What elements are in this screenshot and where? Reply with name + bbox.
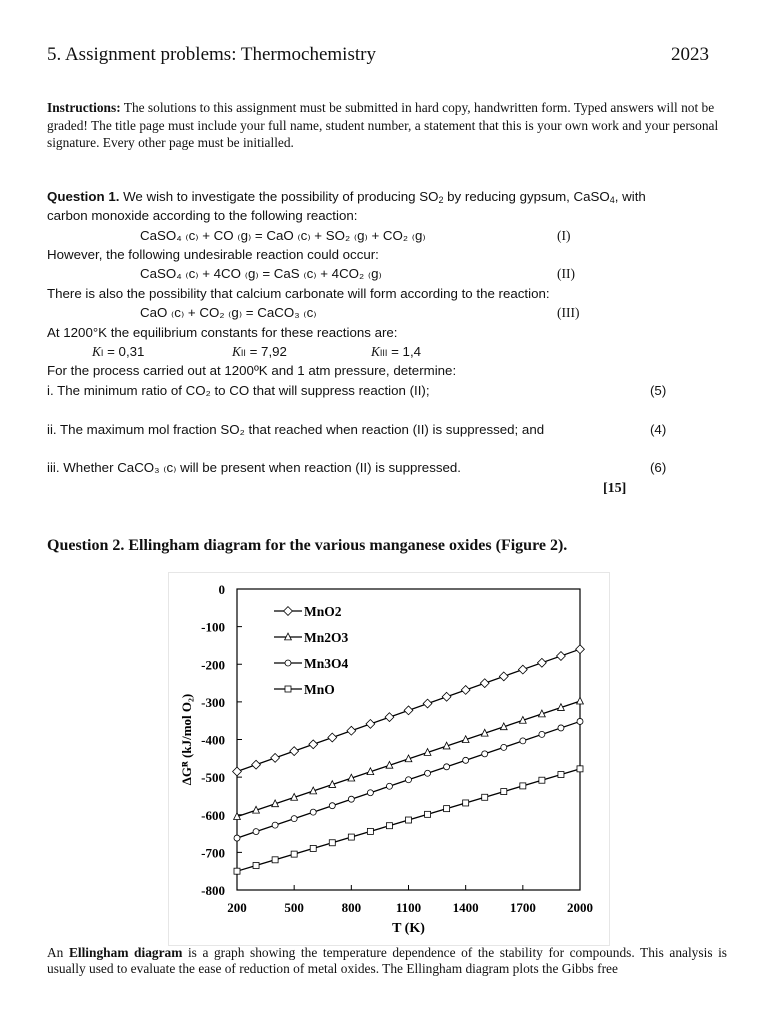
data-point-mno (444, 806, 450, 812)
x-tick-label: 800 (341, 900, 362, 915)
data-point-mn2o3 (577, 697, 584, 704)
data-point-mn3o4 (348, 796, 354, 802)
data-point-mn3o4 (463, 757, 469, 763)
q1-intro-c: , with (614, 189, 646, 204)
data-point-mn3o4 (558, 725, 564, 731)
data-point-mno2 (499, 672, 508, 681)
constant-k2 (232, 344, 287, 360)
ellingham-chart-svg (169, 573, 609, 945)
constant-k1 (92, 344, 144, 360)
q1-also: There is also the possibility that calcium carbonate will form according to the reaction: (47, 286, 550, 301)
reaction-2-number: (II) (557, 266, 575, 281)
legend-marker-mno2 (284, 607, 293, 616)
data-point-mn3o4 (406, 777, 412, 783)
instructions-text: The solutions to this assignment must be submitted in hard copy, handwritten form. Typed answers will not be graded! The title page must include your full name, student number, a statement that this is your own work and your personal signature. Every other page must be initialled. (47, 100, 719, 150)
data-point-mno2 (328, 733, 337, 742)
x-axis-label: T (K) (392, 921, 425, 936)
data-point-mn3o4 (367, 790, 373, 796)
instructions-label: Instructions: (47, 100, 121, 115)
data-point-mno (272, 857, 278, 863)
data-point-mno2 (518, 665, 527, 674)
legend-marker-mn3o4 (285, 660, 291, 666)
data-point-mno (577, 766, 583, 772)
data-point-mno2 (385, 713, 394, 722)
reaction-3-equation: CaO ₍c₎ + CO₂ ₍g₎ = CaCO₃ ₍c₎ (140, 305, 317, 320)
legend-label-mno: MnO (304, 682, 335, 697)
data-point-mno2 (461, 686, 470, 695)
y-tick-label: -700 (201, 845, 225, 861)
q1-part-iii: iii. Whether CaCO₃ ₍c₎ will be present when reaction (II) is suppressed. (47, 460, 461, 475)
data-point-mn3o4 (253, 829, 259, 835)
data-point-mno (386, 823, 392, 829)
x-tick-label: 500 (284, 900, 304, 915)
data-point-mn3o4 (310, 809, 316, 815)
data-point-mno (348, 834, 354, 840)
data-point-mno2 (309, 740, 318, 749)
q1-process: For the process carried out at 1200ºK and 1 atm pressure, determine: (47, 363, 457, 378)
legend-label-mn2o3: Mn2O3 (304, 630, 349, 645)
q1-label: Question 1. (47, 189, 120, 204)
data-point-mn3o4 (425, 770, 431, 776)
y-tick-label: -500 (201, 770, 225, 786)
constant-k3 (371, 344, 421, 360)
y-tick-label: -100 (201, 619, 225, 635)
data-point-mn3o4 (539, 731, 545, 737)
k-value: = 0,31 (103, 344, 145, 359)
reaction-2-equation: CaSO₄ ₍c₎ + 4CO ₍g₎ = CaS ₍c₎ + 4CO₂ ₍g₎ (140, 266, 382, 281)
x-tick-label: 1700 (509, 900, 536, 915)
q1-however: However, the following undesirable reaction could occur: (47, 247, 379, 262)
data-point-mno (539, 777, 545, 783)
legend-label-mn3o4: Mn3O4 (304, 656, 349, 671)
y-tick-label: -200 (201, 657, 225, 673)
data-point-mn3o4 (444, 764, 450, 770)
q1-part-ii: ii. The maximum mol fraction SO₂ that reached when reaction (II) is suppressed; and (47, 422, 545, 437)
question-2-title: Question 2. Ellingham diagram for the various manganese oxides (Figure 2). (47, 537, 568, 554)
data-point-mn3o4 (386, 783, 392, 789)
x-tick-label: 200 (227, 900, 247, 915)
legend-marker-mno (285, 686, 291, 692)
data-point-mno (253, 863, 259, 869)
k-symbol: K (371, 344, 380, 359)
data-point-mno (558, 772, 564, 778)
data-point-mno2 (423, 699, 432, 708)
q1-part-ii-marks: (4) (650, 422, 667, 437)
data-point-mno2 (557, 652, 566, 661)
instructions-paragraph (47, 99, 727, 152)
data-point-mno (463, 800, 469, 806)
k-symbol: K (232, 344, 241, 359)
data-point-mn3o4 (234, 835, 240, 841)
k-value: = 1,4 (387, 344, 422, 359)
data-point-mno2 (442, 692, 451, 701)
x-tick-label: 1400 (452, 900, 479, 915)
data-point-mno (425, 811, 431, 817)
data-point-mno2 (347, 726, 356, 735)
reaction-1-equation: CaSO₄ ₍c₎ + CO ₍g₎ = CaO ₍c₎ + SO₂ ₍g₎ + CO₂ ₍g₎ (140, 228, 426, 243)
q1-intro-a: We wish to investigate the possibility of producing SO (119, 189, 439, 204)
k-value: = 7,92 (245, 344, 287, 359)
data-point-mno (234, 868, 240, 874)
k-symbol: K (92, 344, 101, 359)
data-point-mno (291, 851, 297, 857)
data-point-mno2 (366, 720, 375, 729)
q1-intro: Question 1. We wish to investigate the possibility of producing $SO_2$ by reducing gypsum, CaSO$_4$, with (47, 189, 646, 205)
k-subscript: III (379, 348, 388, 358)
y-tick-label: 0 (218, 582, 225, 597)
q1-part-i: i. The minimum ratio of CO₂ to CO that will suppress reaction (II); (47, 383, 430, 398)
data-point-mno (482, 794, 488, 800)
legend-label-mno2: MnO2 (304, 604, 342, 619)
data-point-mno2 (290, 747, 299, 756)
q1-intro-line2: carbon monoxide according to the following reaction: (47, 208, 358, 223)
y-tick-label: -300 (201, 694, 225, 710)
data-point-mn3o4 (577, 718, 583, 724)
data-point-mno2 (480, 679, 489, 688)
q1-total-marks: [15] (603, 481, 627, 496)
data-point-mno2 (252, 760, 261, 769)
footer-paragraph (47, 945, 727, 977)
footer-pre: An (47, 945, 69, 960)
data-point-mno2 (271, 753, 280, 762)
data-point-mno (367, 828, 373, 834)
k-subscript: II (240, 348, 246, 358)
data-point-mno2 (233, 767, 242, 776)
k-subscript: I (100, 348, 104, 358)
q1-intro-b: by reducing gypsum, CaSO (443, 189, 610, 204)
page-title: 5. Assignment problems: Thermochemistry (47, 44, 376, 65)
data-point-mno2 (576, 645, 585, 654)
reaction-3-number: (III) (557, 305, 580, 320)
y-tick-label: -600 (201, 807, 225, 823)
data-point-mno (520, 783, 526, 789)
q1-part-i-marks: (5) (650, 383, 667, 398)
ellingham-chart (168, 572, 610, 946)
data-point-mn3o4 (291, 816, 297, 822)
footer-bold-term: Ellingham diagram (68, 945, 183, 960)
y-axis-label: ΔGᴿ (kJ/mol O₂) (179, 693, 194, 786)
reaction-1-number: (I) (557, 228, 571, 243)
page-year: 2023 (671, 44, 709, 65)
data-point-mno (501, 789, 507, 795)
data-point-mn3o4 (482, 751, 488, 757)
data-point-mn3o4 (520, 738, 526, 744)
data-point-mn3o4 (329, 803, 335, 809)
data-point-mno (406, 817, 412, 823)
x-tick-label: 1100 (395, 900, 422, 915)
y-tick-label: -400 (201, 732, 225, 748)
data-point-mn3o4 (272, 822, 278, 828)
q1-constants-intro: At 1200°K the equilibrium constants for these reactions are: (47, 325, 398, 340)
data-point-mno (329, 840, 335, 846)
q1-part-iii-marks: (6) (650, 460, 667, 475)
y-tick-label: -800 (201, 883, 225, 898)
data-point-mno2 (404, 706, 413, 715)
footer-post: is a graph showing the temperature dependence of the stability for compounds. This analysis is usually used to evaluate the ease of reduction of metal oxides. The Ellingham diagram plots the Gibbs free (47, 945, 728, 976)
data-point-mno (310, 845, 316, 851)
data-point-mno2 (537, 658, 546, 667)
x-tick-label: 2000 (567, 900, 593, 915)
data-point-mn3o4 (501, 744, 507, 750)
